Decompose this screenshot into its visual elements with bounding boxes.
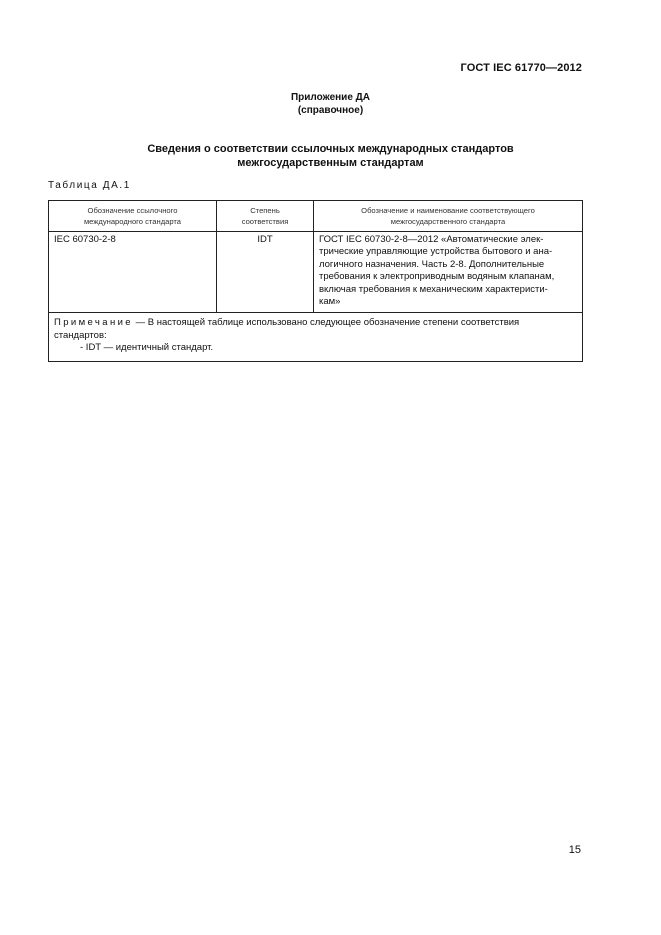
cell-line: кам»: [319, 296, 341, 308]
cell-line: включая требования к механическим характеристи-: [319, 283, 548, 295]
table-caption: Таблица ДА.1: [48, 180, 131, 191]
table-header-row: [49, 201, 583, 232]
table-note-row: [49, 313, 583, 361]
header-intl-standard: [49, 201, 217, 232]
section-heading-line-1: Сведения о соответствии ссылочных международных стандартов: [147, 143, 514, 155]
cell-intl-standard: IEC 60730-2-8: [49, 232, 217, 313]
table-note: [49, 313, 583, 361]
header-interstate-standard-line-1: Обозначение и наименование соответствующего: [361, 206, 535, 215]
header-intl-standard-line-2: международного стандарта: [83, 217, 182, 226]
note-item: - IDT — идентичный стандарт.: [80, 342, 214, 354]
cell-interstate-standard: [314, 232, 583, 313]
cell-line: трические управляющие устройства бытового и ана-: [319, 246, 553, 258]
annex-subtitle: (справочное): [297, 105, 364, 116]
header-interstate-standard: [314, 201, 583, 232]
note-text: — В настоящей таблице использовано следующее обозначение степени соответствия: [133, 317, 520, 329]
header-degree-line-1: Степень: [250, 206, 280, 215]
section-heading: [0, 142, 661, 170]
page-number: 15: [568, 844, 581, 856]
note-line-2: стандартов:: [54, 329, 107, 341]
note-line-1: [54, 317, 577, 329]
header-interstate-standard-line-2: межгосударственного стандарта: [390, 217, 506, 226]
header-intl-standard-line-1: Обозначение ссылочного: [87, 206, 178, 215]
section-heading-line-2: межгосударственным стандартам: [237, 157, 424, 169]
annex-title: Приложение ДА: [290, 92, 371, 103]
correspondence-table: [48, 200, 583, 362]
note-label: Примечание: [54, 317, 133, 329]
cell-line: логичного назначения. Часть 2-8. Дополнительные: [319, 258, 545, 270]
document-code: ГОСТ IEC 61770—2012: [460, 62, 582, 74]
table-row: [49, 232, 583, 313]
cell-line: ГОСТ IEC 60730-2-8—2012 «Автоматические элек-: [319, 234, 544, 245]
header-degree-line-2: соответствия: [241, 217, 289, 226]
cell-line: требования к электроприводным водяным клапанам,: [319, 271, 555, 283]
cell-degree: IDT: [217, 232, 314, 313]
header-degree: [217, 201, 314, 232]
